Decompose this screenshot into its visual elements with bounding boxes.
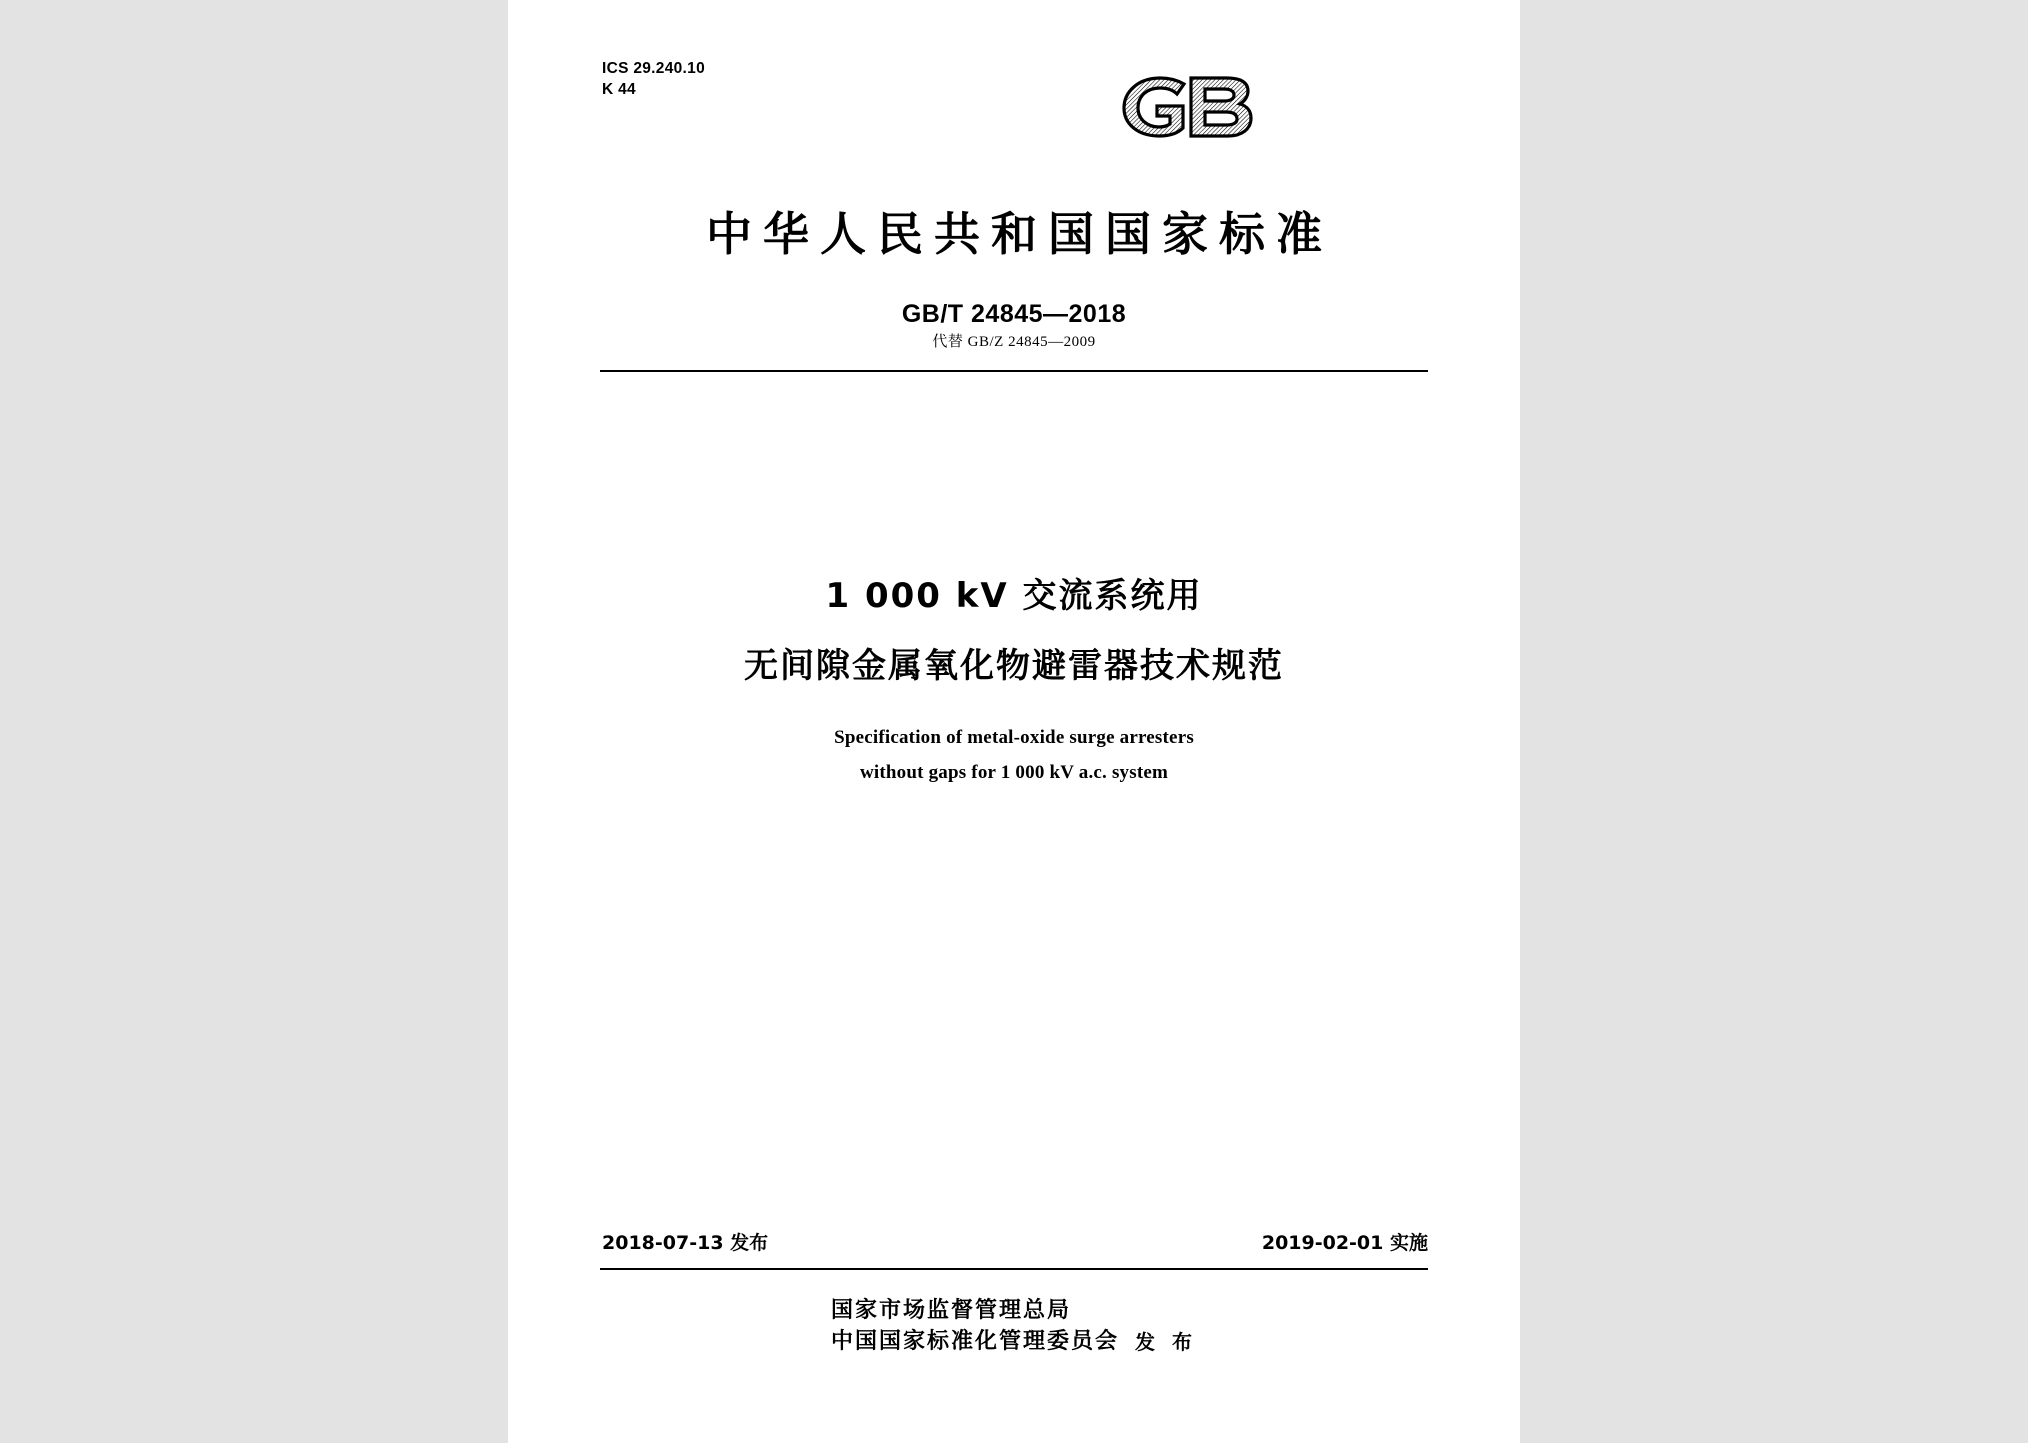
page-content: [508, 0, 1520, 1443]
title-en-line2: without gaps for 1 000 kV a.c. system: [859, 762, 1169, 783]
title-cn-line2: 无间隙金属氧化物避雷器技术规范: [744, 646, 1284, 686]
issue-date: 2018-07-13 发布: [602, 1232, 769, 1254]
issuer-publish-label: 发 布: [1135, 1329, 1197, 1354]
standard-number: GB/T 24845—2018: [901, 300, 1127, 328]
issuer-line2: 中国国家标准化管理委员会: [831, 1329, 1120, 1354]
national-standard-heading: 中华人民共和国国家标准: [706, 207, 1333, 261]
ics-code: ICS 29.240.10: [602, 60, 705, 77]
gb-logo-icon: [1088, 62, 1288, 144]
divider-bottom: [600, 1268, 1428, 1270]
title-en-line1: Specification of metal-oxide surge arresters: [834, 727, 1194, 748]
issuer-row: [831, 1295, 1197, 1357]
title-cn-line1: 1 000 kV 交流系统用: [825, 576, 1203, 616]
document-page: [508, 0, 1520, 1443]
divider-top: [600, 370, 1428, 372]
issuer-names: [831, 1295, 1119, 1357]
classification-codes: [602, 58, 705, 100]
class-code: K 44: [602, 81, 636, 98]
implement-date: 2019-02-01 实施: [1261, 1232, 1428, 1254]
issuer-line1: 国家市场监督管理总局: [831, 1298, 1072, 1323]
standard-replaces: 代替 GB/Z 24845—2009: [932, 334, 1096, 350]
issuer-block: [508, 1295, 1520, 1357]
